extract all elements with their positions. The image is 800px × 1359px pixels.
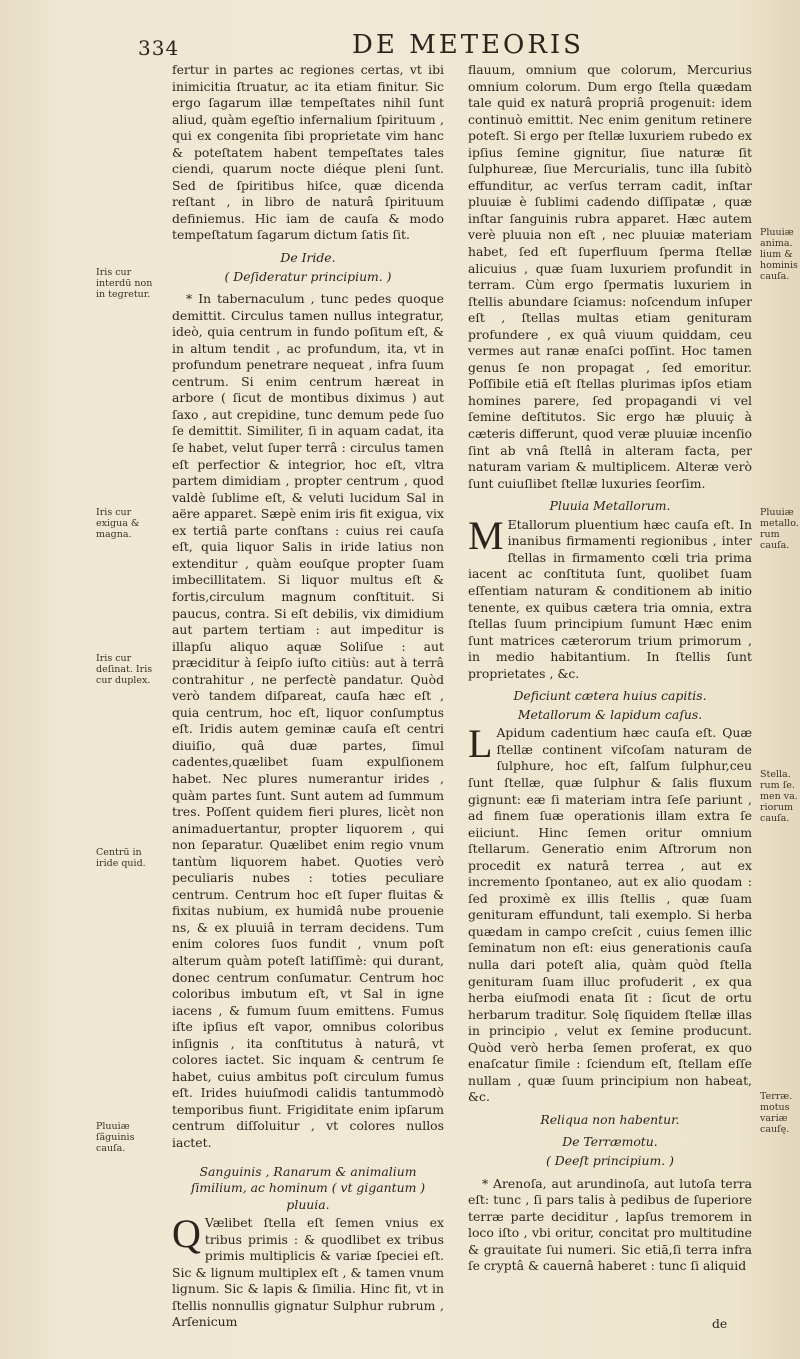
margin-note-right-2: Pluuiæ metallo. rum cauſa. bbox=[760, 507, 799, 551]
right-paragraph-1: flauum, omnium que colorum, Mercurius omnium colorum. Dum ergo ſtella quædam tale quid ex naturâ propriâ progenuit: idem continuò emittit. Nec enim genitum retinere poteſt. Si ergo per ſtellæ luxuriem rubedo ex ipſius ſemine gignitur, ſiue naturæ ſit ſulphureæ, ſiue Mercurialis, tunc illa ſubitò effunditur, ac verſus terram cadit, inſtar pluuiæ è ſublimi cadendo diſſipatæ , quæ inſtar ſanguinis rubra apparet. Hæc autem verè pluuia non eſt , nec pluuiæ materiam habet, ſed eſt ſuperfluum ſperma ſtellæ alicuius , quæ ſuam luxuriem profundit in terram. Cùm ergo ſpermatis luxuriem in ſtellis abundare ſciamus: noſcendum inſuper eſt , ſtellas multas etiam genituram profundere , ex quâ viuum quiddam, ceu vermes aut ranæ enaſci poſſint. Hoc tamen genus ſe non propagat , ſed emoritur. Poſſibile etiā eſt ſtellas plurimas ipſos etiam homines parere, ſed propagandi vi vel ſemine deſtitutos. Sic ergo hæ pluuiç à cæteris differunt, quod veræ pluuiæ incenſio ſint ab vnâ ſtellâ in alteram facta, per naturam variam & multiplicem. Alteræ verò ſunt cuiuſlibet ſtellæ luxuries ſeorſim. bbox=[468, 62, 752, 491]
right-paragraph-4: * Arenoſa, aut arundinoſa, aut lutoſa terra eſt: tunc , ſi pars talis à pedibus de ſuperiore terræ parte deciditur , lapſus tremorem in loco iſto , vbi oritur, concitat pro multitudine & grauitate ſui numeri. Sic etiā,ſi terra infra ſe cryptâ & cauernâ haberet : tunc ſi aliquid bbox=[468, 1175, 752, 1274]
section-subheading-terraemotu: ( Deeſt principium. ) bbox=[546, 1153, 674, 1168]
margin-note-left-3: Iris cur deſinat. Iris cur duplex. bbox=[96, 653, 153, 686]
left-paragraph-2: * In tabernaculum , tunc pedes quoque demittit. Circulus tamen nullus integratur, ideò, quia centrum in fundo poſitum eſt, & in altum tendit , ac profundum, ita, vt in profundum penetrare nequeat , infra ſuum centrum. Si enim centrum hæreat in arbore ( ſicut de montibus diximus ) aut ſaxo , aut crepidine, tunc demum pede ſuo ſe demittit. Similiter, ſi in aquam cadat, ita ſe habet, velut ſuper terrâ : circulus tamen eſt perfectior & integrior, hoc eſt, vltra partem dimidiam , propter centrum , quod valdè ſublime eſt, & veluti lucidum Sal in aëre apparet. Sæpè enim iris fit exigua, vix ex tertiâ parte conſtans : cuius rei cauſa eſt, quia liquor Salis in iride latius non extenditur , quàm eouſque propter ſuam imbecillitatem. Si liquor multus eſt & fortis,circulum magnum conſtituit. Si paucus, contra. Si eſt debilis, vix dimidium aut partem tertiam : aut impeditur is illapſu aliquo aquæ Soliſue : aut præciditur à ſeipſo iuſto citiùs: aut à terrâ contrahitur , ne perfectè pandatur. Quòd verò tandem diſpareat, cauſa hæc eſt , quia centrum, hoc eſt, liquor conſumptus eſt. Iridis autem geminæ cauſa eſt centri diuiſio, quâ duæ partes, ſimul cadentes,quælibet ſuam expulſionem habet. Nec plures numerantur irides , quàm partes ſunt. Sunt autem ad ſummum tres. Poſſent quidem fieri plures, licèt non animaduertantur, propter liquorem , qui non ſeparatur. Quælibet enim regio vnum tantùm liquorem habet. Quoties verò peculiaris nubes : toties peculiare centrum. Centrum hoc eſt ſuper fluitas & fixitas nubium, ex humidâ nube prouenie ns, & ex pluuiâ in terram decidens. Tum enim colores ſuos fundit , vnum poſt alterum quàm poteſt latiſſimè: qui durant, donec centrum conſumatur. Centrum hoc coloribus imbutum eſt, vt Sal in igne iacens , & fumum ſuum emittens. Fumus iſte ipſius eſt vapor, omnibus coloribus inſignis , ita conſtitutus à naturâ, vt colores iactet. Sic inquam & centrum ſe habet, cuius ambitus poſt circulum fumus eſt. Irides huiuſmodi calidis tantummodò temporibus fiunt. Frigiditate enim ipſarum centrum diſſoluitur , vt colores nullos iactet. bbox=[172, 291, 444, 1150]
left-paragraph-3-wrap bbox=[172, 1211, 444, 1331]
dropcap-q: Q bbox=[172, 1211, 201, 1257]
section-heading-iride: De Iride. bbox=[280, 250, 336, 266]
right-paragraph-2-wrap bbox=[468, 512, 752, 682]
running-head bbox=[138, 28, 658, 62]
left-paragraph-3: Vælibet ſtella eſt ſemen vnius ex tribus primis : & quodlibet ex tribus primis multiplicis & variæ ſpeciei eſt. Sic & lignum multiplex eſt , & tamen vnum lignum. Sic & lapis & ſimilia. Hinc fit, vt in ſtellis nonnullis gignatur Sulphur rubrum , Arſenicum bbox=[172, 1215, 444, 1330]
deficiunt-note: Deficiunt cætera huius capitis. bbox=[513, 688, 707, 704]
right-column bbox=[468, 62, 752, 1275]
right-paragraph-3: Apidum cadentium hæc cauſa eſt. Quæ ſtellæ continent viſcoſam naturam de ſulphure, hoc eſt, ſalſum ſulphur,ceu ſunt ſtellæ, quæ ſulphur & ſalis fluxum gignunt: eæ ſi materiam intra ſeſe pariunt , ad finem ſuæ operationis illam extra ſe eiiciunt. Hinc ſemen oritur omnium ſtellarum. Generatio enim Aſtrorum non procedit ex naturâ terrea , aut ex incremento ſpontaneo, aut ex alio quodam : ſed proximè ex illis ſtellis , quæ ſuam genituram effundunt, tali exemplo. Si herba quædam in campo creſcit , cuius ſemen illic ſeminatum non eſt: eius generationis cauſa nulla dari poteſt alia, quàm quòd ſtella genituram ſuam illuc profuderit , ex qua herba eiuſmodi enata ſit : ſicut de ortu herbarum traditur. Solę ſiquidem ſtellæ illas in principio , velut ex ſemine producunt. Quòd verò herba ſemen proferat, ex quo enaſcatur ſimile : ſciendum eſt, ſtellam eſſe nullam , quæ ſuum principium non habeat, &c. bbox=[468, 725, 752, 1105]
section-subheading-iride: ( Deſideratur principium. ) bbox=[224, 268, 392, 284]
reliqua-note: Reliqua non habentur. bbox=[540, 1111, 680, 1127]
margin-note-left-2: Iris cur exigua & magna. bbox=[96, 507, 140, 540]
right-paragraph-3-wrap bbox=[468, 721, 752, 1106]
section-heading-sanguinis: Sanguinis , Ranarum & animalium ſimilium, ac hominum ( vt gigantum ) pluuia. bbox=[190, 1163, 426, 1212]
right-paragraph-2: Etallorum pluentium hæc cauſa eſt. In inanibus firmamenti regionibus , inter ſtellas in firmamento cœli tria prima iacent ac conſtituta ſunt, quolibet ſuam eſſentiam naturam & conditionem ab initio tenente, ex quibus cætera tria omnia, extra ſtellas ſuum principium ſumunt Hæc enim ſunt matrices cæterorum trium primorum , in medio habitantium. In ſtellis ſunt proprietates , &c. bbox=[468, 516, 752, 681]
section-heading-metallorum: Pluuia Metallorum. bbox=[549, 498, 671, 514]
dropcap-m: M bbox=[468, 512, 504, 558]
page-number: 334 bbox=[138, 36, 180, 60]
catchword: de bbox=[712, 1316, 728, 1331]
section-heading-lapidum: Metallorum & lapidum caſus. bbox=[517, 706, 703, 722]
left-paragraph-1: fertur in partes ac regiones certas, vt ibi inimicitia ſtruatur, ac ita etiam finitur. Sic ergo ſagarum illæ tempeſtates nihil ſunt aliud, quàm egeſtio infernalium ſpirituum , qui ex congenita ſibi proprietate vim hanc & poteſtatem habent tempeſtates tales ciendi, quarum nocte diéque pleni ſunt. Sed de ſpiritibus hiſce, quæ dicenda reſtant , in libro de naturâ ſpirituum definiemus. Hic iam de cauſa & modo tempeſtatum ſagarum dictum ſatis ſit. bbox=[172, 62, 444, 243]
margin-note-right-4: Terræ. motus variæ cauſę. bbox=[760, 1091, 793, 1135]
section-heading-terraemotu: De Terræmotu. bbox=[562, 1134, 658, 1150]
margin-note-left-4: Centrū in iride quid. bbox=[96, 847, 146, 869]
page-title: DE METEORIS bbox=[352, 30, 584, 60]
margin-note-left-1: Iris cur interdū non in tegretur. bbox=[96, 267, 153, 300]
margin-note-right-1: Pluuiæ anima. lium & hominis cauſa. bbox=[760, 227, 798, 282]
left-column bbox=[172, 62, 444, 1331]
dropcap-l: L bbox=[468, 721, 493, 767]
margin-note-right-3: Stella. rum ſe. men va. riorum cauſa. bbox=[760, 769, 798, 824]
margin-note-left-5: Pluuiæ ſãguinis cauſa. bbox=[96, 1121, 135, 1154]
